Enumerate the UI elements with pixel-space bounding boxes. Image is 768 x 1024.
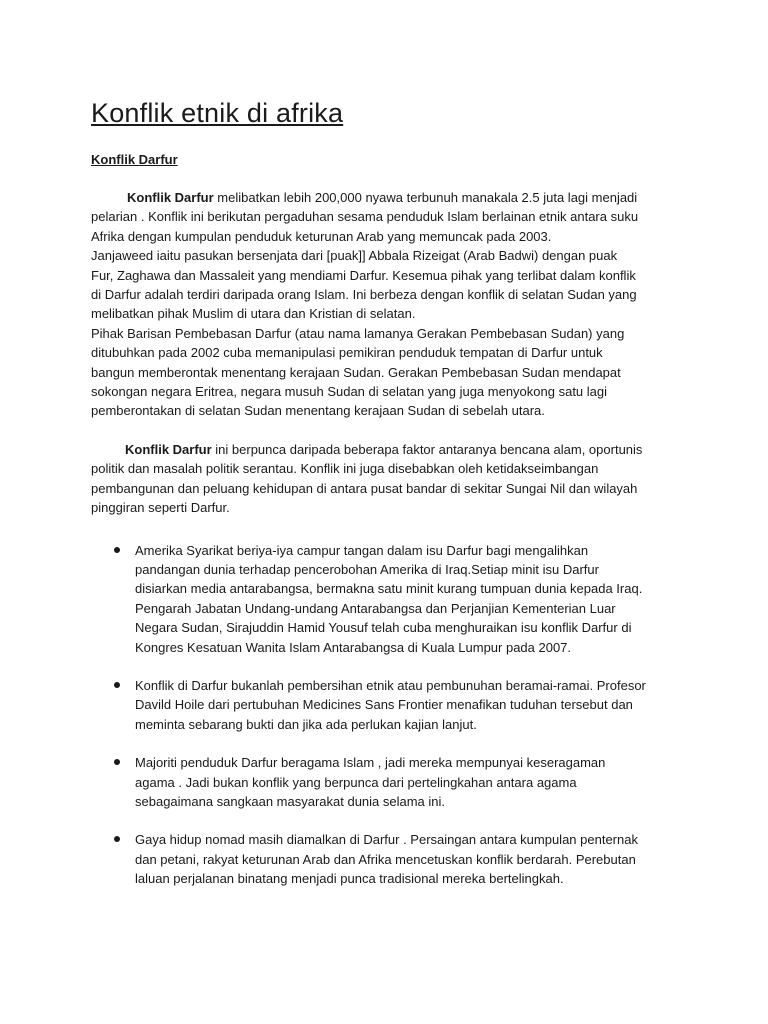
paragraph-1-line: Afrika dengan kumpulan penduduk keturunan Arab yang memuncak pada 2003. <box>91 228 552 244</box>
bullet-icon <box>114 547 120 553</box>
list-item-line: Majoriti penduduk Darfur beragama Islam , jadi mereka mempunyai keseragaman <box>135 755 606 771</box>
list-item-line: agama . Jadi bukan konflik yang berpunca dari pertelingkahan antara agama <box>135 774 577 790</box>
list-item-line: Amerika Syarikat beriya-iya campur tangan dalam isu Darfur bagi mengalihkan <box>135 542 589 558</box>
paragraph-2-line: pembangunan dan peluang kehidupan di antara pusat bandar di sekitar Sungai Nil dan wilayah <box>91 480 638 496</box>
paragraph-1-line: di Darfur adalah terdiri daripada orang Islam. Ini berbeza dengan konflik di selatan Sudan yang <box>91 287 637 303</box>
list-item-line: pandangan dunia terhadap pencerobohan Amerika di Iraq.Setiap minit isu Darfur <box>135 561 599 577</box>
list-item-line: Gaya hidup nomad masih diamalkan di Darfur . Persaingan antara kumpulan penternak <box>135 832 638 848</box>
list-item-line: Kongres Kesatuan Wanita Islam Antarabangsa di Kuala Lumpur pada 2007. <box>135 639 572 655</box>
paragraph-2 <box>91 440 688 518</box>
paragraph-1-line: Pihak Barisan Pembebasan Darfur (atau nama lamanya Gerakan Pembebasan Sudan) yang <box>91 325 625 341</box>
paragraph-2-line: ini berpunca daripada beberapa faktor antaranya bencana alam, oportunis <box>211 441 643 457</box>
bullet-icon <box>114 682 120 688</box>
list-item <box>91 676 688 734</box>
paragraph-2-line: pinggiran seperti Darfur. <box>91 500 230 516</box>
paragraph-1-line: Fur, Zaghawa dan Massaleit yang mendiami Darfur. Kesemua pihak yang terlibat dalam konflik <box>91 267 636 283</box>
list-item <box>91 541 688 657</box>
document-title: Konflik etnik di afrika <box>91 98 344 128</box>
list-item <box>91 753 688 811</box>
list-item <box>91 830 688 888</box>
list-item-line: laluan perjalanan binatang menjadi punca tradisional mereka bertelingkah. <box>135 871 564 887</box>
list-item-line: Negara Sudan, Sirajuddin Hamid Yousuf telah cuba menghuraikan isu konflik Darfur di <box>135 620 632 636</box>
bullet-icon <box>114 759 120 765</box>
bullet-list <box>91 541 688 889</box>
list-item-line: sebagaimana sangkaan masyarakat dunia selama ini. <box>135 793 446 809</box>
paragraph-1-line: Janjaweed iaitu pasukan bersenjata dari [puak]] Abbala Rizeigat (Arab Badwi) dengan puak <box>91 248 618 264</box>
paragraph-1-line: sokongan negara Eritrea, negara musuh Sudan di selatan yang juga menyokong satu lagi <box>91 384 608 400</box>
paragraph-1-line: pelarian . Konflik ini berikutan pergaduhan sesama penduduk Islam berlainan etnik antara suku <box>91 209 639 225</box>
paragraph-1-line: melibatkan pihak Muslim di utara dan Kristian di selatan. <box>91 306 416 322</box>
list-item-line: Konflik di Darfur bukanlah pembersihan etnik atau pembunuhan beramai-ramai. Profesor <box>135 677 646 693</box>
paragraph-1-lead: Konflik Darfur <box>127 190 214 205</box>
paragraph-1-line: pemberontakan di selatan Sudan menentang kerajaan Sudan di sebelah utara. <box>91 403 545 419</box>
list-item-line: Davild Hoile dari pertubuhan Medicines Sans Frontier menafikan tuduhan tersebut dan <box>135 697 633 713</box>
paragraph-2-lead: Konflik Darfur <box>125 441 212 457</box>
bullet-icon <box>114 836 120 842</box>
paragraph-1-line: ditubuhkan pada 2002 cuba memanipulasi pemikiran penduduk tempatan di Darfur untuk <box>91 345 603 361</box>
paragraph-1-line: melibatkan lebih 200,000 nyawa terbunuh manakala 2.5 juta lagi menjadi <box>213 190 638 205</box>
list-item-line: dan petani, rakyat keturunan Arab dan Afrika mencetuskan konflik berdarah. Perebutan <box>135 851 636 867</box>
section-heading: Konflik Darfur <box>91 152 178 167</box>
list-item-line: disiarkan media antarabangsa, bermakna satu minit kurang tumpuan dunia kepada Iraq. <box>135 581 643 597</box>
list-item-line: meminta sebarang bukti dan jika ada perlukan kajian lanjut. <box>135 716 477 732</box>
paragraph-2-line: politik dan masalah politik serantau. Konflik ini juga disebabkan oleh ketidakseimbangan <box>91 461 599 477</box>
paragraph-1 <box>91 188 688 421</box>
paragraph-1-line: bangun memberontak menentang kerajaan Sudan. Gerakan Pembebasan Sudan mendapat <box>91 364 621 380</box>
list-item-line: Pengarah Jabatan Undang-undang Antarabangsa dan Perjanjian Kementerian Luar <box>135 600 616 616</box>
